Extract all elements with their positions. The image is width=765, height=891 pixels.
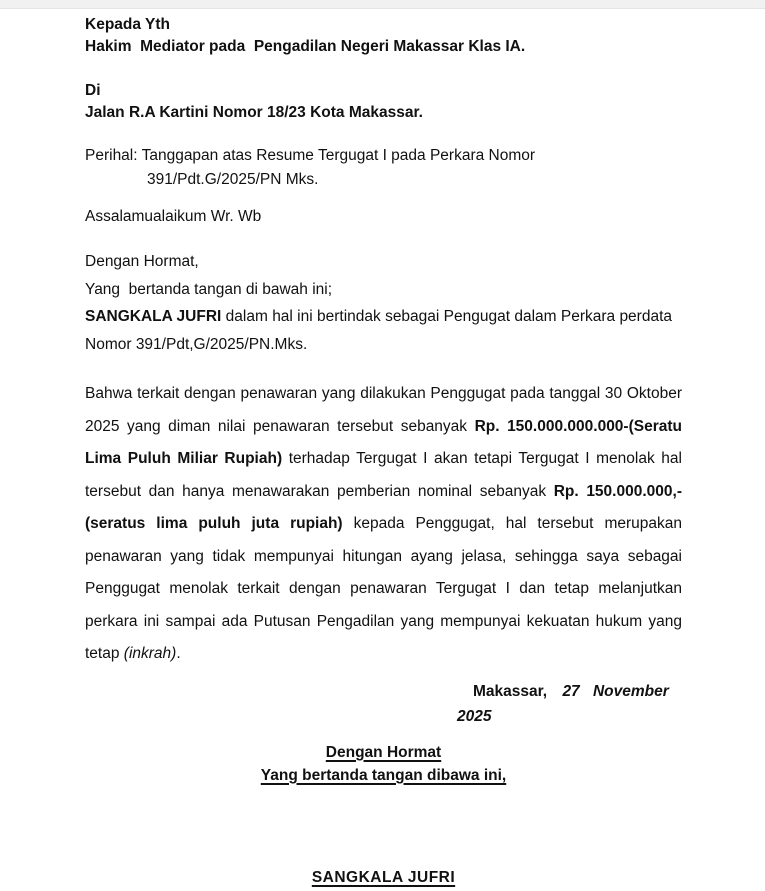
opening-identity: [85, 303, 682, 358]
letter-content: [85, 8, 682, 889]
islamic-greeting: Assalamualaikum Wr. Wb: [85, 208, 262, 225]
recipient-salutation: Kepada Yth: [85, 16, 170, 33]
case-number: 391/Pdt.G/2025/PN Mks.: [147, 171, 319, 188]
plaintiff-name: SANGKALA JUFRI: [85, 308, 222, 325]
subject-line: Perihal: Tanggapan atas Resume Tergugat I pada Perkara Nomor: [85, 147, 536, 164]
body-text-segment: Rp. 150.000.000.000-(Seratu Lima Puluh Miliar Rupiah): [85, 417, 682, 467]
plaintiff-role: dalam hal ini bertindak sebagai Pengugat dalam Perkara perdata Nomor 391/Pdt,G/2025/PN.Mks.: [85, 308, 673, 353]
body-text-segment: (inkrah): [123, 645, 177, 662]
closing-respect: Dengan Hormat: [325, 743, 442, 761]
opening-undersigned: Yang bertanda tangan di bawah ini;: [85, 280, 333, 298]
body-text-segment: Rp. 150.000.000,- (seratus lima puluh juta rupiah): [85, 482, 682, 532]
date-block: [457, 679, 682, 729]
recipient-at: Di: [85, 82, 101, 99]
recipient-address-block: [85, 80, 682, 124]
body-text-segment: kepada Penggugat, hal tersebut merupakan penawaran yang tidak mempunyai hitungan ayang jelasa, sehingga saya sebagai Penggugat menolak terkait dengan penawaran Tergugat I dan tetap melanjutkan perkara ini sampai ada Putusan Pengadilan yang mempunyai kekuatan hukum yang tetap: [85, 515, 682, 662]
opening-respect: Dengan Hormat,: [85, 253, 199, 270]
closing-undersigned: Yang bertanda tangan dibawa ini,: [260, 766, 507, 784]
body-text-segment: terhadap Tergugat I akan tetapi Tergugat I menolak hal tersebut dan hanya menawarakan pemberian nominal sebanyak: [85, 450, 682, 500]
date-city: Makassar,: [473, 682, 548, 700]
body-text-segment: .: [176, 645, 181, 662]
recipient-title: Hakim Mediator pada Pengadilan Negeri Makassar Klas IA.: [85, 38, 526, 55]
signature-name: SANGKALA JUFRI: [311, 868, 456, 886]
date-day-month: 27 November: [562, 682, 669, 700]
date-line: [457, 679, 682, 704]
signature-block: [85, 867, 682, 889]
opening-block: [85, 248, 682, 358]
body-text-segment: Bahwa terkait dengan penawaran yang dilakukan Penggugat pada tanggal 30 Oktober 2025 yang diman nilai penawaran tersebut sebanyak: [85, 385, 682, 435]
body-paragraph: [85, 378, 682, 671]
closing-block: [85, 741, 682, 787]
recipient-address: Jalan R.A Kartini Nomor 18/23 Kota Makassar.: [85, 104, 423, 121]
date-year: 2025: [457, 707, 492, 725]
recipient-block: [85, 14, 682, 58]
subject-block: [85, 144, 682, 192]
